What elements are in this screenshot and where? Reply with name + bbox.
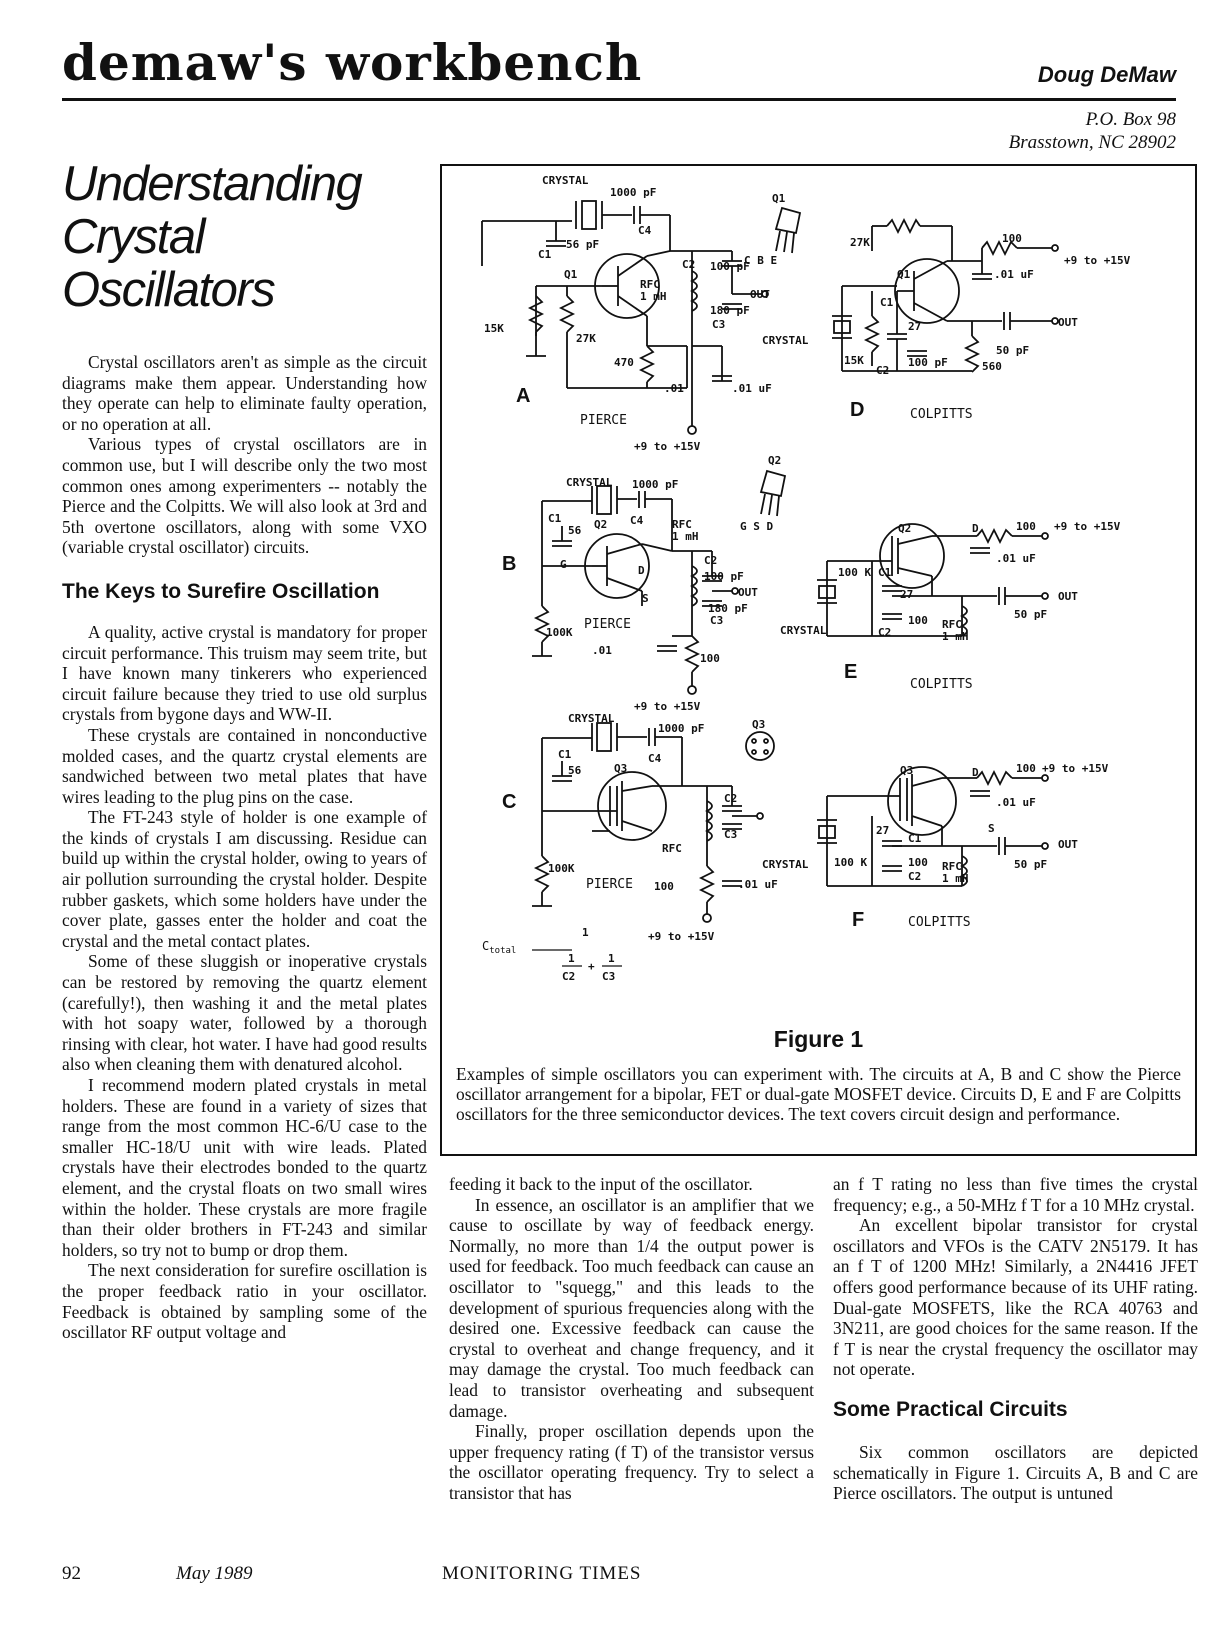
label-c1-e: C1 [878,566,892,579]
label-1000pf-b: 1000 pF [632,478,679,491]
page-number: 92 [62,1563,81,1584]
masthead: demaw's workbench [62,33,643,92]
label-colpitts-e: COLPITTS [910,677,973,692]
paragraph: Six common oscillators are depicted schematically in Figure 1. Circuits A, B and C are Pierce oscillators. The output is untuned [833,1441,1198,1504]
paragraph: Some of these sluggish or inoperative crystals can be restored by removing the quartz element (carefully!), then washing it and the metal plates with hot soapy water, followed by a thorough rinsing with clear, hot water. I have had good results also when cleaning them with denatured alcohol. [62,951,427,1075]
label-q3-pkg: Q3 [752,718,766,731]
paragraph: An excellent bipolar transistor for crystal oscillators and VFOs is the CATV 2N5179. It has an f T of 1200 MHz! Similarly, a 2N4416 JFET offers good performance because of its UHF rating. Dual-gate MOSFETS, like the RCA 40763 and 3N211, are good choices for the same reason. If the f T is near the crystal frequency the oscillator may not operate. [833,1215,1198,1380]
label-c2-a: C2 [682,258,696,271]
label-c4-a: C4 [638,224,652,237]
label-rfc-f: RFC [942,860,962,873]
label-27-e: 27 [900,588,914,601]
label-c1-a: C1 [538,248,552,261]
label-d-f: D [972,766,979,779]
supply-f: +9 to +15V [1042,762,1109,775]
label-q1-d: Q1 [897,268,911,281]
label-100-e2: 100 [908,614,928,627]
label-27k-d: 27K [850,236,870,249]
column-1 [62,352,427,1343]
label-100pf-d: 100 pF [908,356,948,369]
label-c2-c: C2 [724,792,738,805]
paragraph: Finally, proper oscillation depends upon the upper frequency rating (f T) of the transistor versus the oscillator operating frequency. Try to select a transistor that has [449,1421,814,1503]
label-colpitts-f: COLPITTS [908,915,971,930]
label-50pf-d: 50 pF [996,344,1030,357]
label-01uf-d: .01 uF [994,268,1034,281]
paragraph: feeding it back to the input of the oscillator. [449,1174,753,1194]
label-rfc-c: RFC [662,842,682,855]
label-1mh-e: 1 mH [942,630,969,643]
article-title [62,158,422,317]
crystal-symbol [582,201,596,229]
label-s-b: S [642,592,649,605]
label-56-c: 56 [568,764,582,777]
schematic-labels [482,174,1131,983]
paragraph: Various types of crystal oscillators are in common use, but I will describe only the two most common ones among experimenters -- notably the Pierce and the Colpitts. We will also look at 3rd and 5th overtone oscillators, along with some VXO (variable crystal oscillator) circuits. [62,434,427,558]
label-01-a: .01 [664,382,684,395]
label-q2-pkg: Q2 [768,454,782,467]
label-560-d: 560 [982,360,1002,373]
label-100-c: 100 [654,880,674,893]
figure-caption: Examples of simple oscillators you can experiment with. The circuits at A, B and C show the Pierce oscillator arrangement for a bipolar, FET or dual-gate MOSFET device. Circuits D, E and F are Colpitts oscillators for the three semiconductor devices. The text covers circuit design and performance. [456,1064,1181,1124]
label-c1-d: C1 [880,296,894,309]
title-line-1: Understanding [62,157,362,211]
label-01-b: .01 [592,644,612,657]
label-c4-b: C4 [630,514,644,527]
label-50pf-f: 50 pF [1014,858,1048,871]
label-1mh-b: 1 mH [672,530,699,543]
paragraph: These crystals are contained in nonconductive molded cases, and the quartz crystal elements are sandwiched between two metal plates that have wires leading to the plug pins on the case. [62,724,427,807]
label-01uf-a: .01 uF [732,382,772,395]
label-crystal-d: CRYSTAL [762,334,809,347]
label-470-a: 470 [614,356,634,369]
label-01uf-f: .01 uF [996,796,1036,809]
label-c1-f: C1 [908,832,922,845]
column-2 [449,1174,814,1504]
label-01uf-c: .01 uF [738,878,778,891]
supply-b: +9 to +15V [634,700,701,713]
author-address [1009,108,1176,154]
label-pierce-a: PIERCE [580,413,627,428]
ctotal-one-b: 1 [608,952,615,965]
label-d-e: D [972,522,979,535]
circuit-letter-c: C [502,791,517,813]
ctotal-plus: + [588,960,595,973]
label-1mh-f: 1 mH [942,872,969,885]
supply-c: +9 to +15V [648,930,715,943]
paragraph: In essence, an oscillator is an amplifier that we cause to oscillate by way of feedback energy. Normally, no more than 1/4 the output power is used for feedback. Too much feedback can cause an oscillator to "squegg," and this leads to the development of spurious frequencies along with the desired one. Excessive feedback can cause the crystal to overheat and change frequency, and it may damage the crystal. Too much feedback can lead to transistor overheating and subsequent damage. [449,1194,814,1421]
magazine-name: MONITORING TIMES [442,1563,642,1584]
label-c1-c: C1 [558,748,572,761]
label-c3-a: C3 [712,318,726,331]
label-crystal-a: CRYSTAL [542,174,589,187]
label-d-b: D [638,564,645,577]
label-q3-f: Q3 [900,764,914,777]
paragraph: I recommend modern plated crystals in metal holders. These are found in a variety of sizes that range from the most common HC-6/U case to the smaller HC-18/U unit with wire leads. Plated crystals have their electrodes bonded to the quartz element, and the crystal floats on two small wires within the holder. These crystals are more fragile than their older brothers in FT-243 and similar holders, so try not to bump or drop them. [62,1075,427,1260]
label-15k-d: 15K [844,354,864,367]
label-1mh-a: 1 mH [640,290,667,303]
supply-e: +9 to +15V [1054,520,1121,533]
label-rfc-b: RFC [672,518,692,531]
label-out-b: OUT [738,586,758,599]
address-line-1: P.O. Box 98 [1085,109,1176,130]
label-56pf-a: 56 pF [566,238,600,251]
label-q2-b: Q2 [594,518,608,531]
label-gsd: G S D [740,520,774,533]
label-c3-b: C3 [710,614,724,627]
label-q2-e: Q2 [898,522,912,535]
author-name: Doug DeMaw [1037,62,1176,87]
ctotal-one-a: 1 [568,952,575,965]
label-100pf-b: 100 pF [704,570,744,583]
label-s-f: S [988,822,995,835]
label-cbe: C B E [744,254,778,267]
label-out-a: OUT [750,288,770,301]
label-crystal-f: CRYSTAL [762,858,809,871]
schematic-diagrams [442,166,1195,1026]
paragraph: A quality, active crystal is mandatory for proper circuit performance. This truism may seem trite, but I have known many tinkerers who experienced circuit failure because they tried to use old surplus crystals from bygone days and WW-II. [62,621,427,725]
label-colpitts-d: COLPITTS [910,407,973,422]
paragraph: The next consideration for surefire oscillation is the proper feedback ratio in your oscillator. Feedback is obtained by sampling some of the oscillator RF output voltage and [62,1260,427,1343]
paragraph: Crystal oscillators aren't as simple as the circuit diagrams make them appear. Understanding how they operate can help to eliminate faulty operation, or no operation at all. [62,352,427,434]
label-pierce-c: PIERCE [586,877,633,892]
label-c2-d: C2 [876,364,890,377]
label-1000pf-a: 1000 pF [610,186,657,199]
label-c1-b: C1 [548,512,562,525]
label-out-d: OUT [1058,316,1078,329]
label-100-f2: 100 [908,856,928,869]
supply-a: +9 to +15V [634,440,701,453]
label-100k-e: 100 K [838,566,872,579]
section-heading-practical: Some Practical Circuits [833,1397,1068,1421]
label-100k-b: 100K [546,626,573,639]
label-100-e: 100 [1016,520,1036,533]
ctotal-numerator: 1 [582,926,589,939]
label-crystal-c: CRYSTAL [568,712,615,725]
circuit-letter-f: F [852,909,865,931]
section-heading-keys: The Keys to Surefire Oscillation [62,579,380,603]
title-line-3: Oscillators [62,263,275,317]
circuit-letter-d: D [850,399,865,421]
label-c2-f: C2 [908,870,922,883]
paragraph: The FT-243 style of holder is one example of the kinds of crystals I am discussing. Residue can build up within the crystal holder, owing to years of air pollution surrounding the crystal holder. Despite rubber gaskets, which some holders have under the cover plate, gasses enter the holder and coat the crystal and the metal contact plates. [62,807,427,951]
label-180pf-b: 180 pF [708,602,748,615]
circuit-letter-b: B [502,553,517,575]
label-pierce-b: PIERCE [584,617,631,632]
label-q1-pkg: Q1 [772,192,786,205]
title-line-2: Crystal [62,210,204,264]
label-100-d: 100 [1002,232,1022,245]
label-50pf-e: 50 pF [1014,608,1048,621]
label-27-d: 27 [908,320,922,333]
ctotal-label: $C_{total}$ [482,939,517,956]
label-01uf-e: .01 uF [996,552,1036,565]
label-rfc-e: RFC [942,618,962,631]
paragraph: an f T rating no less than five times the crystal frequency; e.g., a 50-MHz f T for a 10 MHz crystal. [833,1174,1198,1215]
circuit-letter-e: E [844,661,858,683]
label-56-b: 56 [568,524,582,537]
ctotal-c3: C3 [602,970,616,983]
address-line-2: Brasstown, NC 28902 [1008,132,1176,153]
ctotal-c2: C2 [562,970,576,983]
figure-title: Figure 1 [773,1026,864,1052]
label-crystal-e: CRYSTAL [780,624,827,637]
label-100-b: 100 [700,652,720,665]
figure-1-box [440,164,1197,1156]
label-c2-e: C2 [878,626,892,639]
label-c3-c: C3 [724,828,738,841]
circuit-letter-a: A [516,385,531,407]
label-1000pf-c: 1000 pF [658,722,705,735]
header-rule [62,98,1176,101]
supply-d: +9 to +15V [1064,254,1131,267]
label-100-f: 100 [1016,762,1036,775]
label-100pf-a: 100 pF [710,260,750,273]
label-100k-f: 100 K [834,856,868,869]
label-c2-b: C2 [704,554,718,567]
label-crystal-b: CRYSTAL [566,476,613,489]
label-c4-c: C4 [648,752,662,765]
label-180pf-a: 180 pF [710,304,750,317]
label-g-b: G [560,558,567,571]
label-27k-a: 27K [576,332,596,345]
label-27-f: 27 [876,824,890,837]
label-15k-a: 15K [484,322,504,335]
label-out-f: OUT [1058,838,1078,851]
issue-date: May 1989 [176,1563,253,1584]
label-rfc-a: RFC [640,278,660,291]
label-100k-c: 100K [548,862,575,875]
label-q1-a: Q1 [564,268,578,281]
label-out-e: OUT [1058,590,1078,603]
column-3 [833,1174,1198,1504]
label-q3-c: Q3 [614,762,628,775]
